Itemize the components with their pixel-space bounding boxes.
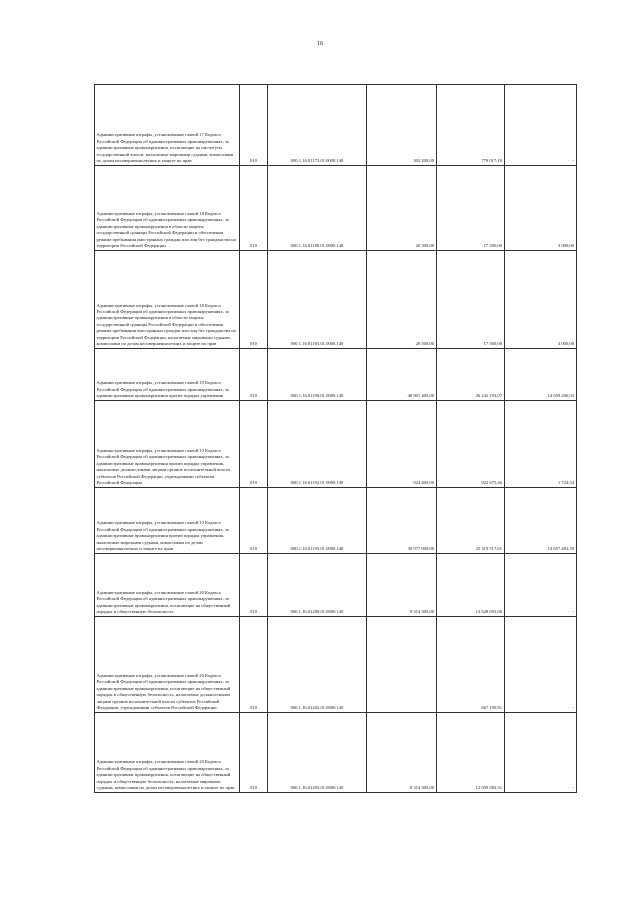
row-description: Административные штрафы, установленные главой 19 Кодекса Российской Федерации об административных правонарушениях, за административные правонарушения против порядка управления, налагаемые должностными лицами органов исполнительной власти субъектов Российской Федерации, учреждениями субъектов Российской Федерации	[95, 401, 240, 488]
row-remaining-amount: -	[505, 713, 577, 793]
row-budget-code: 000.1.16.01190.01.0000.140	[268, 349, 367, 401]
row-line-code: 010	[240, 488, 268, 554]
row-budget-code: 000.1.16.01202.01.0000.140	[268, 617, 367, 713]
row-line-code: 010	[240, 349, 268, 401]
table-row	[95, 617, 577, 713]
row-approved-amount: 9 314 300,00	[367, 554, 437, 617]
row-approved-amount: 924 400,00	[367, 401, 437, 488]
row-approved-amount: 302 200,00	[367, 85, 437, 166]
row-line-code: 010	[240, 401, 268, 488]
row-line-code: 010	[240, 617, 268, 713]
row-approved-amount: 20 500,00	[367, 251, 437, 349]
row-executed-amount: 12 059 582,31	[437, 713, 505, 793]
table-row	[95, 488, 577, 554]
row-remaining-amount: -	[505, 554, 577, 617]
table-row	[95, 554, 577, 617]
table-row	[95, 85, 577, 166]
row-approved-amount: 39 977 000,00	[367, 488, 437, 554]
row-budget-code: 000.1.16.01192.01.0000.140	[268, 401, 367, 488]
row-remaining-amount: 3 000,00	[505, 251, 577, 349]
row-approved-amount: 8 314 300,00	[367, 713, 437, 793]
table-row	[95, 166, 577, 251]
row-line-code: 010	[240, 713, 268, 793]
row-description: Административные штрафы, установленные главой 17 Кодекса Российской Федерации об административных правонарушениях, за административные правонарушения, посягающие на институты государственной власти, налагаемые мировыми судьями, комиссиями по делам несовершеннолетних и защите их прав	[95, 85, 240, 166]
row-line-code: 010	[240, 85, 268, 166]
row-line-code: 010	[240, 166, 268, 251]
row-budget-code: 000.1.16.01173.01.0000.140	[268, 85, 367, 166]
row-remaining-amount: 14 657 482,39	[505, 488, 577, 554]
row-remaining-amount: 14 659 206,93	[505, 349, 577, 401]
row-description: Административные штрафы, установленные главой 19 Кодекса Российской Федерации об административных правонарушениях, за административные правонарушения против порядка управления	[95, 349, 240, 401]
row-executed-amount: 13 628 693,06	[437, 554, 505, 617]
row-remaining-amount: -	[505, 617, 577, 713]
table-row	[95, 401, 577, 488]
row-executed-amount: 25 319 517,61	[437, 488, 505, 554]
row-executed-amount: 26 242 193,07	[437, 349, 505, 401]
table-row	[95, 349, 577, 401]
row-description: Административные штрафы, установленные главой 20 Кодекса Российской Федерации об административных правонарушениях, за административные правонарушения, посягающие на общественный порядок и общественную безопасность, налагаемые должностными лицами органов исполнительной власти субъектов Российской Федерации, учреждениями субъектов Российской Федерации	[95, 617, 240, 713]
page-number: 16	[316, 40, 324, 47]
row-budget-code: 000.1.16.01180.01.0000.140	[268, 166, 367, 251]
row-budget-code: 000.1.16.01193.01.0000.140	[268, 488, 367, 554]
row-budget-code: 000.1.16.01200.01.0000.140	[268, 554, 367, 617]
row-approved-amount: 40 901 400,00	[367, 349, 437, 401]
row-description: Административные штрафы, установленные главой 19 Кодекса Российской Федерации об административных правонарушениях, за административные правонарушения против порядка управления, налагаемые мировыми судьями, комиссиями по делам несовершеннолетних и защите их прав	[95, 488, 240, 554]
row-executed-amount: 779 017,18	[437, 85, 505, 166]
row-budget-code: 000.1.16.01183.01.0000.140	[268, 251, 367, 349]
revenue-table	[94, 84, 577, 793]
row-executed-amount: 17 500,00	[437, 251, 505, 349]
row-approved-amount: 20 500,00	[367, 166, 437, 251]
row-remaining-amount: 3 000,00	[505, 166, 577, 251]
row-line-code: 010	[240, 251, 268, 349]
row-approved-amount	[367, 617, 437, 713]
row-executed-amount: 922 675,46	[437, 401, 505, 488]
row-remaining-amount: 1 724,54	[505, 401, 577, 488]
table-row	[95, 251, 577, 349]
row-description: Административные штрафы, установленные главой 18 Кодекса Российской Федерации об административных правонарушениях, за административные правонарушения в области защиты государственной границы Российской Федерации и обеспечения режима пребывания иностранных граждан или лиц без гражданства на территории Российской Федерации	[95, 166, 240, 251]
row-description: Административные штрафы, установленные главой 18 Кодекса Российской Федерации об административных правонарушениях, за административные правонарушения в области защиты государственной границы Российской Федерации и обеспечения режима пребывания иностранных граждан или лиц без гражданства на территории Российской Федерации, налагаемые мировыми судьями, комиссиями по делам несовершеннолетних и защите их прав	[95, 251, 240, 349]
row-description: Административные штрафы, установленные главой 20 Кодекса Российской Федерации об административных правонарушениях, за административные правонарушения, посягающие на общественный порядок и общественную безопасность, налагаемые мировыми судьями, комиссиями по делам несовершеннолетних и защите их прав	[95, 713, 240, 793]
row-budget-code: 000.1.16.01203.01.0000.140	[268, 713, 367, 793]
table-row	[95, 713, 577, 793]
row-executed-amount: 17 500,00	[437, 166, 505, 251]
row-line-code: 010	[240, 554, 268, 617]
row-remaining-amount: -	[505, 85, 577, 166]
row-description: Административные штрафы, установленные главой 20 Кодекса Российской Федерации об административных правонарушениях, за административные правонарушения, посягающие на общественный порядок и общественную безопасность	[95, 554, 240, 617]
row-executed-amount: 667 190,91	[437, 617, 505, 713]
